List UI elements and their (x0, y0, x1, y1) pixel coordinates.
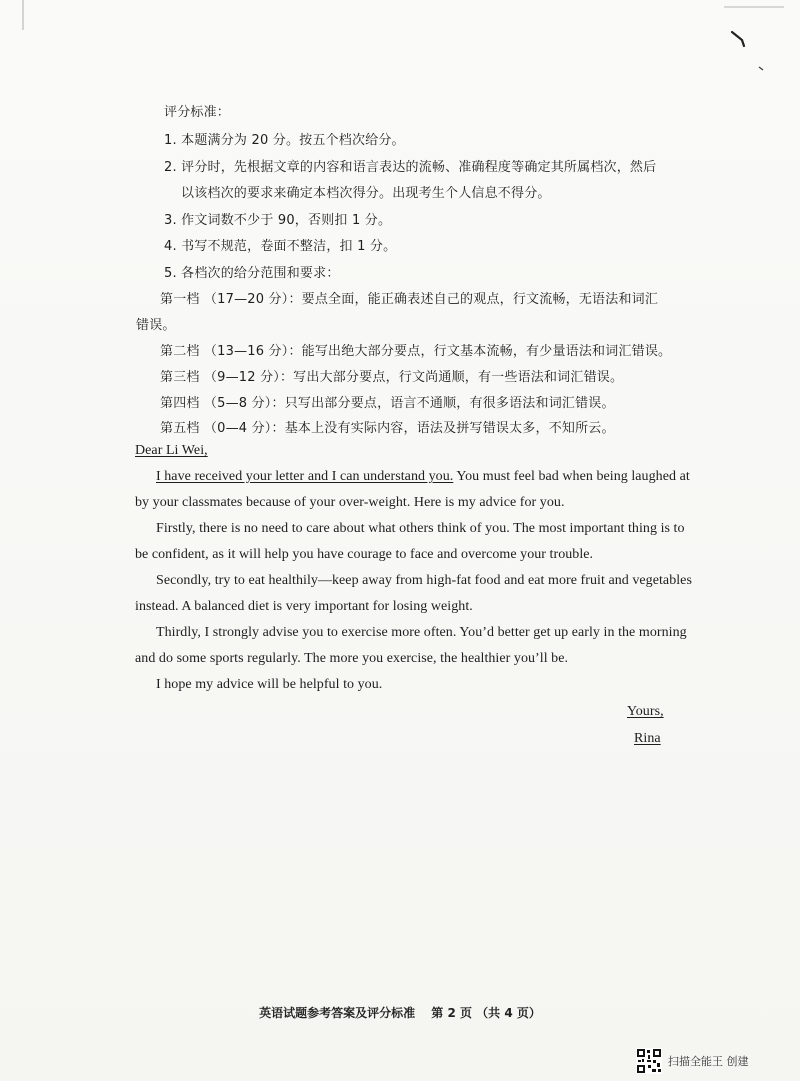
rubric-item-2-cont: 以该档次的要求来确定本档次得分。出现考生个人信息不得分。 (181, 186, 551, 201)
letter-p1-rest: You must feel bad when being laughed at (453, 469, 690, 484)
page-footer: 英语试题参考答案及评分标准 第 2 页 （共 4 页） (259, 1006, 541, 1020)
rubric-item-3: 3. 作文词数不少于 90，否则扣 1 分。 (164, 213, 392, 228)
letter-signature: Rina (634, 731, 661, 746)
letter-p2-line1: Firstly, there is no need to care about what others think of you. The most important thing is to (156, 521, 685, 536)
letter-p1-line1 (156, 469, 690, 485)
letter-p1-underlined: I have received your letter and I can understand you. (156, 469, 454, 484)
letter-p2-line2: be confident, as it will help you have courage to face and overcome your trouble. (135, 547, 594, 562)
qr-code-icon (636, 1048, 662, 1074)
rubric-item-4: 4. 书写不规范，卷面不整洁，扣 1 分。 (164, 239, 397, 254)
level-3: 第三档 （9—12 分）：写出大部分要点，行文尚通顺，有一些语法和词汇错误。 (160, 370, 624, 385)
level-1-cont: 错误。 (136, 318, 176, 333)
rubric-item-5: 5. 各档次的给分范围和要求： (164, 266, 340, 281)
letter-p3-line2: instead. A balanced diet is very important for losing weight. (135, 599, 473, 614)
letter-p1-line2: by your classmates because of your over-weight. Here is my advice for you. (135, 495, 565, 510)
level-2: 第二档 （13—16 分）：能写出绝大部分要点，行文基本流畅，有少量语法和词汇错误。 (160, 344, 672, 359)
letter-p5: I hope my advice will be helpful to you. (156, 677, 383, 692)
scanner-watermark (636, 1048, 749, 1074)
level-5: 第五档 （0—4 分）：基本上没有实际内容，语法及拼写错误太多，不知所云。 (160, 421, 615, 436)
rubric-item-2: 2. 评分时，先根据文章的内容和语言表达的流畅、准确程度等确定其所属档次，然后 (164, 160, 657, 175)
scanner-watermark-text: 扫描全能王 创建 (668, 1055, 749, 1068)
letter-greeting: Dear Li Wei, (135, 443, 208, 458)
letter-p3-line1: Secondly, try to eat healthily—keep away from high-fat food and eat more fruit and vegetables (156, 573, 692, 588)
level-1: 第一档 （17—20 分）：要点全面，能正确表述自己的观点，行文流畅，无语法和词汇 (160, 292, 659, 307)
rubric-title: 评分标准： (164, 105, 231, 120)
scan-edge-line (724, 6, 784, 8)
letter-p4-line2: and do some sports regularly. The more you exercise, the healthier you’ll be. (135, 651, 569, 666)
rubric-item-1: 1. 本题满分为 20 分。按五个档次给分。 (164, 133, 405, 148)
corner-pen-mark-icon (730, 28, 750, 48)
letter-closing: Yours, (627, 704, 664, 719)
letter-p4-line1: Thirdly, I strongly advise you to exercise more often. You’d better get up early in the morning (156, 625, 687, 640)
corner-dot-icon (758, 66, 764, 72)
scan-edge-mark (22, 0, 24, 30)
level-4: 第四档 （5—8 分）：只写出部分要点，语言不通顺，有很多语法和词汇错误。 (160, 396, 615, 411)
